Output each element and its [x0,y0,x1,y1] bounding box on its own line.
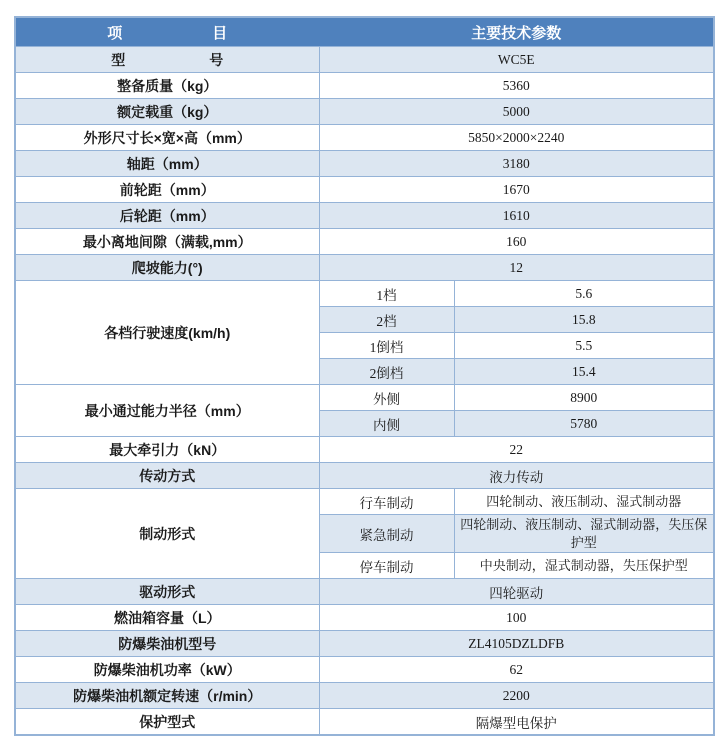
row-label: 保护型式 [15,709,319,736]
subrow-label: 行车制动 [319,489,454,515]
row-label: 最小离地间隙（满载,mm） [15,229,319,255]
row-value: 1610 [319,203,714,229]
table-row [15,125,714,151]
subrow-label: 1档 [319,281,454,307]
subrow-value: 15.8 [454,307,714,333]
table-row [15,631,714,657]
table-row [15,73,714,99]
row-value: WC5E [319,47,714,73]
subrow-value: 5.5 [454,333,714,359]
subrow-value: 5780 [454,411,714,437]
row-value: 2200 [319,683,714,709]
row-value: 5360 [319,73,714,99]
subrow-label: 外侧 [319,385,454,411]
table-subrow [15,489,714,515]
row-label: 传动方式 [15,463,319,489]
row-label: 驱动形式 [15,579,319,605]
row-label: 防爆柴油机型号 [15,631,319,657]
table-subrow [15,385,714,411]
row-value: 12 [319,255,714,281]
table-row [15,99,714,125]
subrow-label: 2倒档 [319,359,454,385]
row-value: 22 [319,437,714,463]
group-label: 最小通过能力半径（mm） [15,385,319,437]
row-label: 外形尺寸长×宽×高（mm） [15,125,319,151]
subrow-value: 5.6 [454,281,714,307]
row-label: 型 号 [15,47,319,73]
row-label: 后轮距（mm） [15,203,319,229]
row-value: 1670 [319,177,714,203]
row-value: ZL4105DZLDFB [319,631,714,657]
subrow-value: 15.4 [454,359,714,385]
table-body [15,47,714,736]
subrow-label: 紧急制动 [319,515,454,553]
table-row [15,203,714,229]
row-value: 3180 [319,151,714,177]
table-row [15,47,714,73]
row-label: 额定载重（kg） [15,99,319,125]
subrow-value: 四轮制动、液压制动、湿式制动器 [454,489,714,515]
table-row [15,437,714,463]
table-subrow [15,281,714,307]
table-row [15,255,714,281]
table-header-row [15,17,714,47]
row-value: 160 [319,229,714,255]
row-label: 轴距（mm） [15,151,319,177]
row-label: 燃油箱容量（L） [15,605,319,631]
row-value: 隔爆型电保护 [319,709,714,736]
table-row [15,229,714,255]
subrow-label: 内侧 [319,411,454,437]
row-label: 防爆柴油机功率（kW） [15,657,319,683]
header-params-cell: 主要技术参数 [319,17,714,47]
spec-table [14,16,715,736]
row-label: 前轮距（mm） [15,177,319,203]
row-value: 液力传动 [319,463,714,489]
table-row [15,605,714,631]
row-value: 5000 [319,99,714,125]
group-label: 各档行驶速度(km/h) [15,281,319,385]
row-value: 100 [319,605,714,631]
row-label: 防爆柴油机额定转速（r/min） [15,683,319,709]
group-label: 制动形式 [15,489,319,579]
subrow-label: 1倒档 [319,333,454,359]
table-row [15,463,714,489]
table-row [15,657,714,683]
subrow-value: 8900 [454,385,714,411]
row-label: 最大牵引力（kN） [15,437,319,463]
row-value: 四轮驱动 [319,579,714,605]
subrow-label: 停车制动 [319,553,454,579]
row-label: 爬坡能力(°) [15,255,319,281]
table-row [15,151,714,177]
table-row [15,177,714,203]
table-row [15,683,714,709]
subrow-value: 中央制动，湿式制动器，失压保护型 [454,553,714,579]
row-value: 62 [319,657,714,683]
header-item-cell: 项 目 [15,17,319,47]
row-value: 5850×2000×2240 [319,125,714,151]
subrow-value: 四轮制动、液压制动、湿式制动器，失压保护型 [454,515,714,553]
subrow-label: 2档 [319,307,454,333]
table-row [15,579,714,605]
table-row [15,709,714,736]
row-label: 整备质量（kg） [15,73,319,99]
